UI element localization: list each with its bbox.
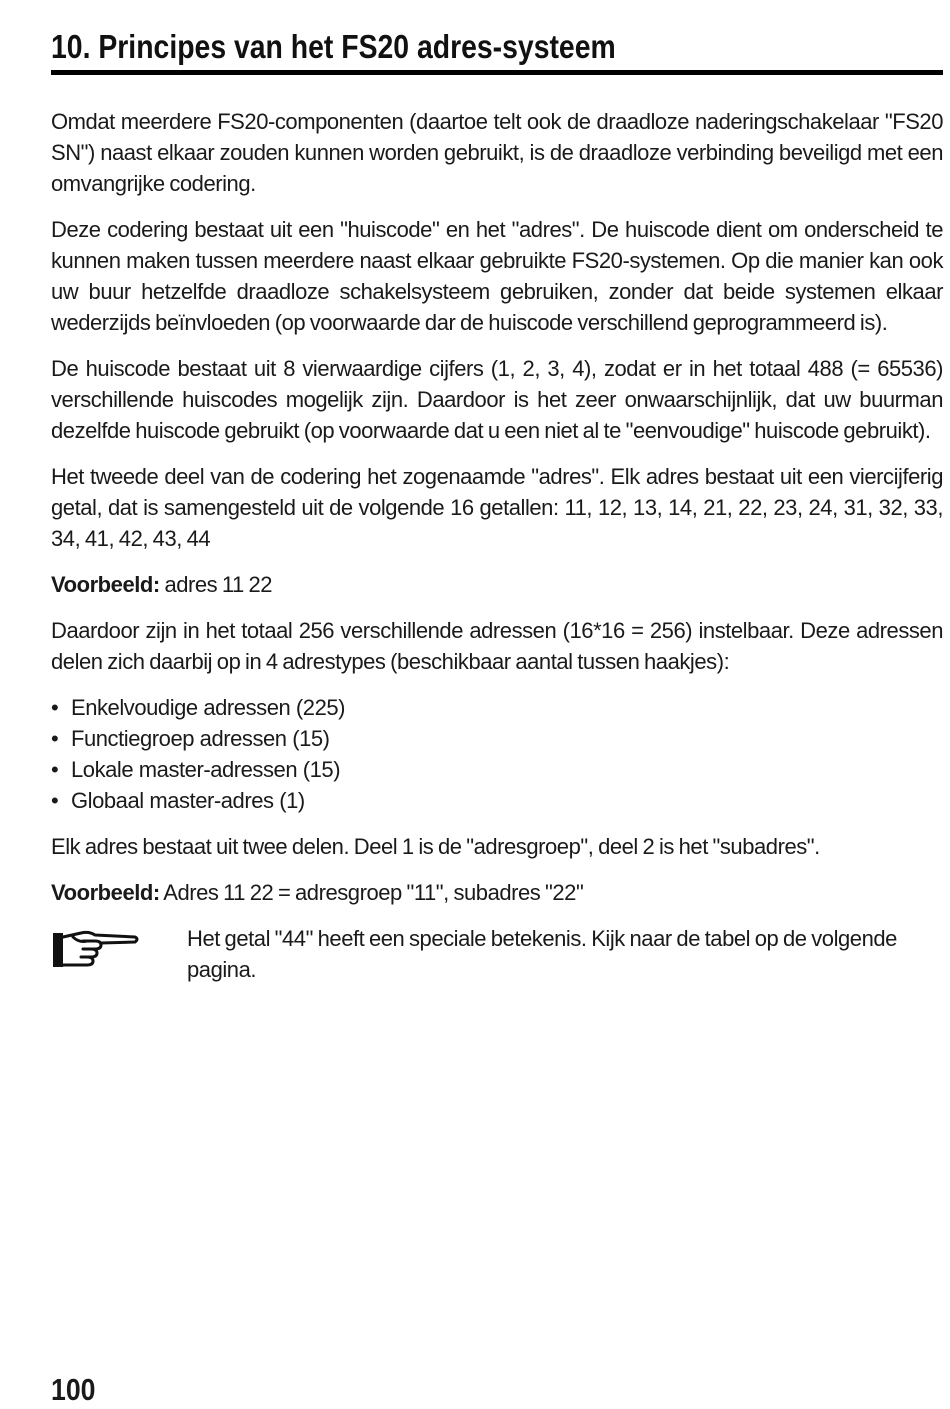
paragraph-address-count: Daardoor zijn in het totaal 256 verschillende adressen (16*16 = 256) instelbaar. Deze adressen delen zich daarbij op in 4 adrestypes (beschikbaar aantal tussen haakjes): [51,618,943,674]
example-address [51,569,943,600]
example-address-groups [51,877,943,908]
example-text: adres 11 22 [159,572,273,597]
example-label: Voorbeeld: [51,880,160,905]
note-block [51,923,943,993]
bullet-icon: • [51,788,59,813]
paragraph-address-parts: Elk adres bestaat uit twee delen. Deel 1 is de "adresgroep", deel 2 is het "subadres". [51,834,820,859]
paragraph-intro: Omdat meerdere FS20-componenten (daartoe telt ook de draadloze naderingschakelaar "FS20 SN") naast elkaar zouden kunnen worden gebruikt, is de draadloze verbinding beveiligd met een omvangrijke codering. [51,109,943,196]
section-heading: 10. Principes van het FS20 adres-systeem [51,28,616,65]
list-item: • Functiegroep adressen (15) [51,723,943,754]
list-item: • Globaal master-adres (1) [51,785,943,816]
note-text: Het getal "44" heeft een speciale betekenis. Kijk naar de tabel op de volgende pagina. [187,926,897,982]
list-item: • Lokale master-adressen (15) [51,754,943,785]
manual-page [51,0,943,1409]
body-text [51,106,943,993]
page-number: 100 [51,1372,96,1407]
bullet-icon: • [51,726,59,751]
heading-rule [51,70,943,75]
paragraph-house-code: Deze codering bestaat uit een "huiscode" en het "adres". De huiscode dient om onderscheid te kunnen maken tussen meerdere naast elkaar gebruikte FS20-systemen. Op die manier kan ook uw buur hetzelfde draadloze schakelsysteem gebruiken, zonder dat beide systemen elkaar wederzijds beïnvloeden (op voorwaarde dar de huiscode verschillend geprogrammeerd is). [51,217,943,335]
example-text: Adres 11 22 = adresgroep "11", subadres "22" [159,880,584,905]
example-label: Voorbeeld: [51,572,160,597]
pointing-hand-icon [51,927,141,973]
paragraph-address: Het tweede deel van de codering het zogenaamde "adres". Elk adres bestaat uit een viercijferig getal, dat is samengesteld uit de volgende 16 getallen: 11, 12, 13, 14, 21, 22, 23, 24, 31, 32, 33, 34, 41, 42, 43, 44 [51,464,943,551]
address-type-list [51,692,943,816]
list-item: • Enkelvoudige adressen (225) [51,692,943,723]
paragraph-house-code-digits: De huiscode bestaat uit 8 vierwaardige cijfers (1, 2, 3, 4), zodat er in het totaal 488 (= 65536) verschillende huiscodes mogelijk zijn. Daardoor is het zeer onwaarschijnlijk, dat uw buurman dezelfde huiscode gebruikt (op voorwaarde dat u een niet al te "eenvoudige" huiscode gebruikt). [51,356,943,443]
bullet-icon: • [51,695,59,720]
bullet-icon: • [51,757,59,782]
